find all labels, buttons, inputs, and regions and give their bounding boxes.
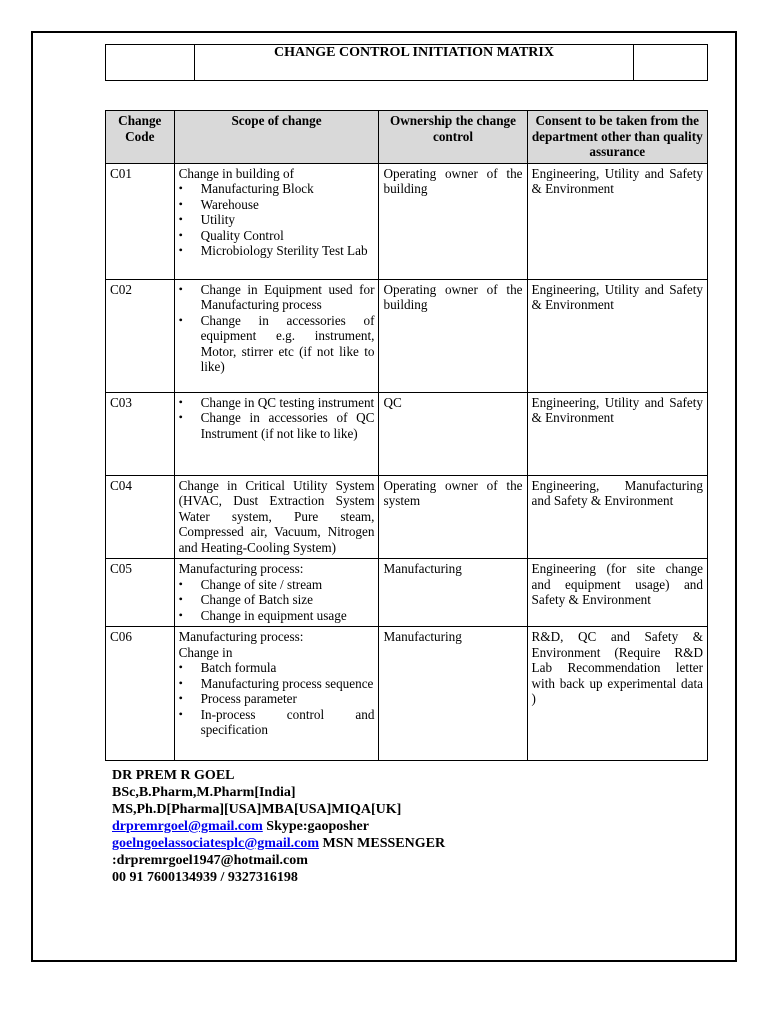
scope-cell xyxy=(174,475,379,559)
scope-bullet-item: • Change of site / stream xyxy=(201,577,375,593)
ownership-cell: Operating owner of the building xyxy=(379,279,527,392)
title-box-left-cell xyxy=(106,45,195,81)
msn-address: :drpremrgoel1947@hotmail.com xyxy=(112,853,308,868)
author-name: DR PREM R GOEL xyxy=(112,768,235,783)
title-box-right-cell xyxy=(634,45,708,81)
header-change-code: Change Code xyxy=(106,111,175,164)
scope-bullet-item: • Process parameter xyxy=(201,691,375,707)
table-row xyxy=(106,559,708,627)
scope-bullet-item: • Manufacturing Block xyxy=(201,181,375,197)
contact-block xyxy=(112,767,445,886)
scope-bullet-item: • In-process control and specification xyxy=(201,707,375,738)
change-code-cell: C04 xyxy=(106,475,175,559)
scope-cell xyxy=(174,279,379,392)
email-line-2 xyxy=(112,835,445,852)
title-box xyxy=(105,44,708,81)
table-row xyxy=(106,392,708,475)
change-code-cell: C06 xyxy=(106,627,175,761)
change-code-cell: C01 xyxy=(106,163,175,279)
consent-cell: Engineering, Utility and Safety & Environment xyxy=(527,279,707,392)
email-link-2[interactable]: goelngoelassociatesplc@gmail.com xyxy=(112,836,320,851)
email-line-1 xyxy=(112,818,445,835)
scope-cell xyxy=(174,392,379,475)
change-code-cell: C02 xyxy=(106,279,175,392)
scope-bullet-item: • Change in accessories of equipment e.g. instrument, Motor, stirrer etc (if not like to like) xyxy=(201,313,375,375)
scope-cell xyxy=(174,163,379,279)
consent-cell: Engineering, Manufacturing and Safety & Environment xyxy=(527,475,707,559)
scope-bullet-item: • Change of Batch size xyxy=(201,592,375,608)
page-title: CHANGE CONTROL INITIATION MATRIX xyxy=(195,45,634,81)
skype-id: Skype:gaoposher xyxy=(262,819,369,834)
email-link-1[interactable]: drpremrgoel@gmail.com xyxy=(112,819,263,834)
scope-intro: Change in Critical Utility System (HVAC, Dust Extraction System Water system, Pure steam, Compressed air, Vacuum, Nitrogen and Heating-Cooling System) xyxy=(178,477,375,555)
scope-cell xyxy=(174,627,379,761)
ownership-cell: Manufacturing xyxy=(379,559,527,627)
consent-cell: R&D, QC and Safety & Environment (Require R&D Lab Recommendation letter with back up experimental data ) xyxy=(527,627,707,761)
scope-bullet-item: • Microbiology Sterility Test Lab xyxy=(201,243,375,259)
table-row xyxy=(106,163,708,279)
msn-label: MSN MESSENGER xyxy=(319,836,446,851)
ownership-cell: Operating owner of the system xyxy=(379,475,527,559)
table-row xyxy=(106,627,708,761)
ownership-cell: Manufacturing xyxy=(379,627,527,761)
table-row xyxy=(106,279,708,392)
scope-bullet-item: • Change in accessories of QC Instrument (if not like to like) xyxy=(201,410,375,441)
scope-intro-2: Change in xyxy=(178,644,233,660)
header-consent: Consent to be taken from the department other than quality assurance xyxy=(527,111,707,164)
scope-bullet-item: • Change in Equipment used for Manufacturing process xyxy=(201,282,375,313)
scope-bullet-item: • Batch formula xyxy=(201,660,375,676)
author-degrees-2: MS,Ph.D[Pharma][USA]MBA[USA]MIQA[UK] xyxy=(112,802,402,817)
header-scope: Scope of change xyxy=(174,111,379,164)
scope-bullet-list xyxy=(179,395,375,442)
consent-cell: Engineering, Utility and Safety & Environment xyxy=(527,163,707,279)
consent-cell: Engineering (for site change and equipment usage) and Safety & Environment xyxy=(527,559,707,627)
scope-bullet-item: • Change in QC testing instrument xyxy=(201,395,375,411)
ownership-cell: QC xyxy=(379,392,527,475)
scope-bullet-item: • Utility xyxy=(201,212,375,228)
scope-bullet-list xyxy=(179,282,375,375)
scope-intro: Change in building of xyxy=(178,165,294,181)
change-control-matrix xyxy=(105,110,708,761)
scope-cell xyxy=(174,559,379,627)
table-row xyxy=(106,475,708,559)
scope-bullet-list xyxy=(179,577,375,624)
scope-bullet-item: • Warehouse xyxy=(201,197,375,213)
ownership-cell: Operating owner of the building xyxy=(379,163,527,279)
scope-bullet-list xyxy=(179,181,375,259)
scope-bullet-item: • Manufacturing process sequence xyxy=(201,676,375,692)
header-ownership: Ownership the change control xyxy=(379,111,527,164)
phone-numbers: 00 91 7600134939 / 9327316198 xyxy=(112,870,298,885)
change-code-cell: C03 xyxy=(106,392,175,475)
table-header-row xyxy=(106,111,708,164)
consent-cell: Engineering, Utility and Safety & Environment xyxy=(527,392,707,475)
scope-bullet-list xyxy=(179,660,375,738)
author-degrees-1: BSc,B.Pharm,M.Pharm[India] xyxy=(112,785,296,800)
scope-bullet-item: • Change in equipment usage xyxy=(201,608,375,624)
scope-intro: Manufacturing process: xyxy=(178,629,304,644)
change-code-cell: C05 xyxy=(106,559,175,627)
scope-intro: Manufacturing process: xyxy=(178,561,304,576)
scope-bullet-item: • Quality Control xyxy=(201,228,375,244)
